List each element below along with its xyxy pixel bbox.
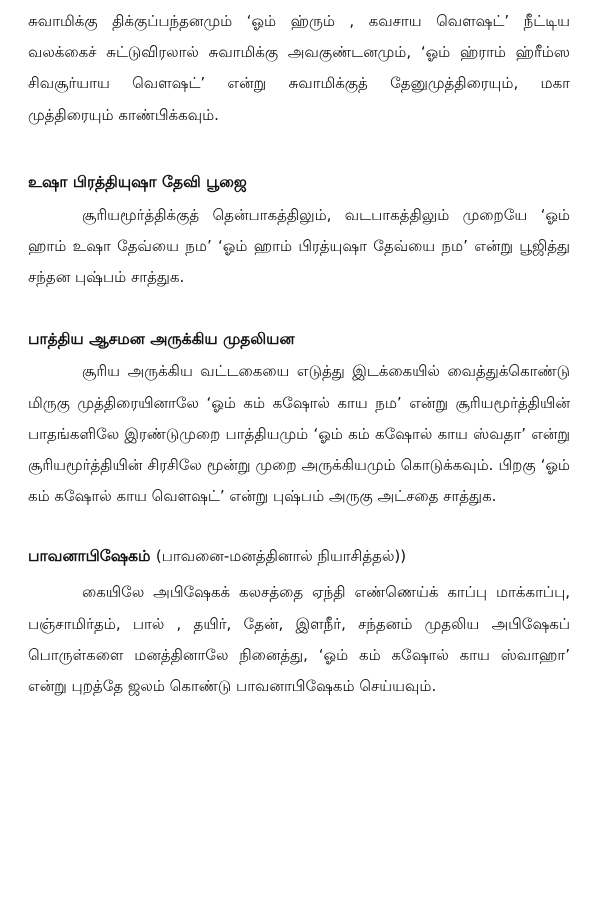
body-paragraph: சுவாமிக்கு திக்குப்பந்தனமும் ‘ஓம் ஹ்ரும் , கவசாய வௌஷட்’ நீட்டிய வலக்கைச் சுட்டுவிரலால் சுவாமிக்கு அவகுண்டனமும், ‘ஓம் ஹ்ராம் ஹ்ரீம்ஸ சிவசூர்யாய வௌஷட்’ என்று சுவாமிக்குத் தேனுமுத்திரையும், மகா முத்திரையும் காண்பிக்கவும். <box>28 12 570 124</box>
heading-note: (பாவனை-மனத்தினால் நியாசித்தல்)) <box>155 547 407 566</box>
section-body-usha-puja: சூரியமூர்த்திக்குத் தென்பாகத்திலும், வடபாகத்திலும் முறையே ‘ஓம் ஹாம் உஷா தேவ்யை நம’ ‘ஓம் ஹாம் பிரத்யுஷா தேவ்யை நம’ என்று பூஜித்து சந்தன புஷ்பம் சாத்துக. <box>28 205 570 287</box>
section-heading-bhavanabhishekam <box>28 542 570 570</box>
section-heading-usha-puja: உஷா பிரத்தியுஷா தேவி பூஜை <box>28 172 247 191</box>
section-body-padya-arghya: சூரிய அருக்கிய வட்டகையை எடுத்து இடக்கையில் வைத்துக்கொண்டு மிருகு முத்திரையினாலே ‘ஓம் கம் கஷோல் காய நம’ என்று சூரியமூர்த்தியின் பாதங்களிலே இரண்டுமுறை பாத்தியமும் ‘ஓம் கம் கஷோல் காய ஸ்வதா’ என்று சூரியமூர்த்தியின் சிரசிலே மூன்று முறை அருக்கியமும் கொடுக்கவும். பிறகு ‘ஓம் கம் கஷோல் காய வௌஷட்’ என்று புஷ்பம் அருகு அட்சதை சாத்துக. <box>28 362 570 506</box>
section-body-bhavanabhishekam: கையிலே அபிஷேகக் கலசத்தை ஏந்தி எண்ணெய்க் காப்பு மாக்காப்பு, பஞ்சாமிர்தம், பால் , தயிர், தேன், இளநீர், சந்தனம் முதலிய அபிஷேகப் பொருள்களை மனத்தினாலே நினைத்து, ‘ஓம் கம் கஷோல் காய ஸ்வாஹா’ என்று புறத்தே ஜலம் கொண்டு பாவனாபிஷேகம் செய்யவும். <box>28 583 570 696</box>
heading-title: பாவனாபிஷேகம் <box>28 547 151 566</box>
section-heading-padya-arghya: பாத்திய ஆசமன அருக்கிய முதலியன <box>28 330 295 349</box>
